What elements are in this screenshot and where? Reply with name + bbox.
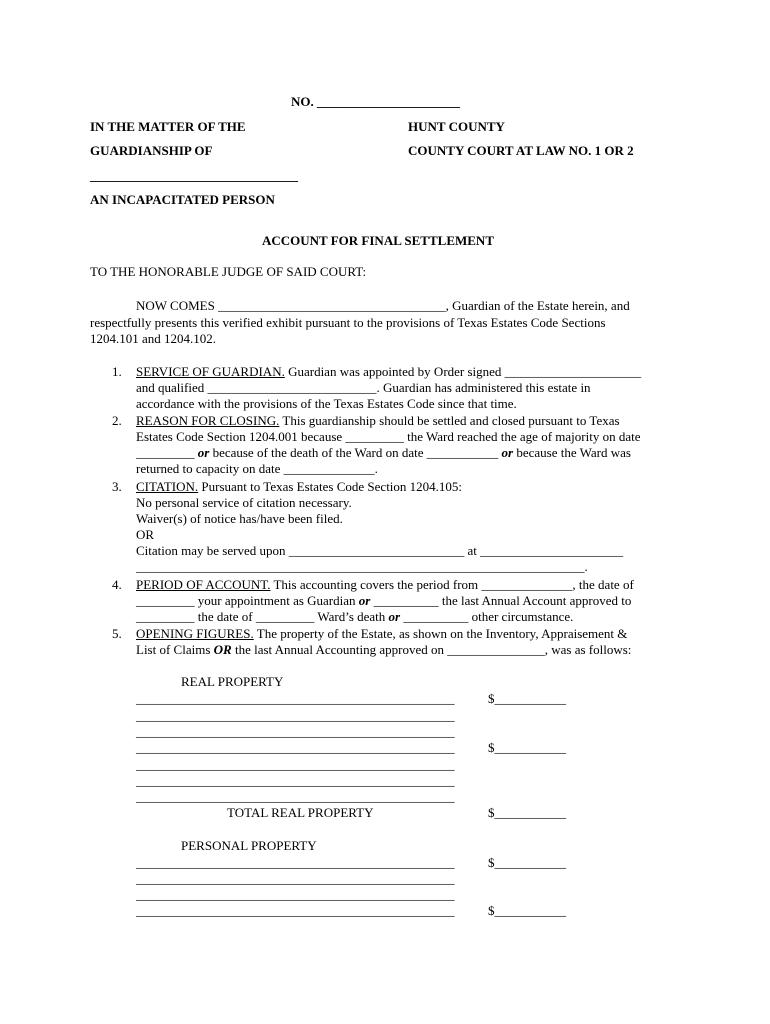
real-property-line: _________________________________________________ xyxy=(136,757,455,772)
personal-property-heading: PERSONAL PROPERTY xyxy=(181,838,317,853)
intro-line-2: respectfully presents this verified exhibit pursuant to the provisions of Texas Estates Code Sections xyxy=(90,315,606,330)
real-property-line: _________________________________________________ xyxy=(136,724,455,739)
intro-line-1: NOW COMES ___________________________________, Guardian of the Estate herein, and xyxy=(136,298,630,313)
section-text: This accounting covers the period from ______________, the date of xyxy=(270,577,634,592)
section-text: OR xyxy=(136,527,155,542)
personal-property-line: _________________________________________________ xyxy=(136,887,455,902)
personal-property-line: _________________________________________________ xyxy=(136,903,455,918)
section-text: _____________________________________________________________________. xyxy=(136,559,588,574)
section-heading: SERVICE OF GUARDIAN. xyxy=(136,364,285,379)
section-text: The property of the Estate, as shown on the Inventory, Appraisement & xyxy=(253,626,628,641)
section-text: _________ your appointment as Guardian or __________ the last Annual Account approved to xyxy=(136,593,632,608)
document-title: ACCOUNT FOR FINAL SETTLEMENT xyxy=(262,233,494,248)
intro-line-3: 1204.101 and 1204.102. xyxy=(90,331,217,346)
section-text: No personal service of citation necessary. xyxy=(136,495,352,510)
incapacitated-label: AN INCAPACITATED PERSON xyxy=(90,192,275,207)
personal-property-amount: $___________ xyxy=(488,855,566,870)
or-emphasis: or xyxy=(388,609,401,624)
section-citation xyxy=(112,479,624,575)
section-service-of-guardian xyxy=(112,364,642,412)
case-number: NO. ______________________ xyxy=(291,94,460,109)
section-opening-figures xyxy=(112,626,632,658)
section-number: 2. xyxy=(112,413,122,428)
real-property-line: _________________________________________________ xyxy=(136,740,455,755)
or-emphasis: OR xyxy=(213,642,232,657)
section-text: Citation may be served upon ___________________________ at ______________________ xyxy=(136,543,624,558)
real-property-line: _________________________________________________ xyxy=(136,708,455,723)
section-number: 1. xyxy=(112,364,122,379)
total-real-property-label: TOTAL REAL PROPERTY xyxy=(227,805,374,820)
ward-name-line: ________________________________ xyxy=(90,168,298,183)
real-property-heading: REAL PROPERTY xyxy=(181,674,284,689)
real-property-amount: $___________ xyxy=(488,691,566,706)
section-text: _________ the date of _________ Ward’s death or __________ other circumstance. xyxy=(136,609,574,624)
section-period-of-account xyxy=(112,577,634,625)
section-text: returned to capacity on date ______________. xyxy=(136,461,378,476)
real-property-amount: $___________ xyxy=(488,740,566,755)
section-text: _________ or because of the death of the Ward on date ___________ or because the Ward was xyxy=(136,445,631,460)
section-number: 3. xyxy=(112,479,122,494)
salutation: TO THE HONORABLE JUDGE OF SAID COURT: xyxy=(90,264,367,279)
county-label: HUNT COUNTY xyxy=(408,119,505,134)
section-text: Pursuant to Texas Estates Code Section 1204.105: xyxy=(198,479,463,494)
section-heading: CITATION. xyxy=(136,479,199,494)
or-emphasis: or xyxy=(501,445,514,460)
personal-property-amount: $___________ xyxy=(488,903,566,918)
real-property-line: _________________________________________________ xyxy=(136,691,455,706)
section-heading: REASON FOR CLOSING. xyxy=(136,413,280,428)
matter-label: IN THE MATTER OF THE xyxy=(90,119,246,134)
section-number: 5. xyxy=(112,626,122,641)
section-number: 4. xyxy=(112,577,122,592)
section-text: List of Claims OR the last Annual Accounting approved on _______________, was as follows: xyxy=(136,642,632,657)
section-heading: OPENING FIGURES. xyxy=(136,626,254,641)
section-reason-for-closing xyxy=(112,413,641,477)
or-emphasis: or xyxy=(358,593,371,608)
section-text: Waiver(s) of notice has/have been filed. xyxy=(136,511,343,526)
section-heading: PERIOD OF ACCOUNT. xyxy=(136,577,271,592)
personal-property-line: _________________________________________________ xyxy=(136,871,455,886)
section-text: Guardian was appointed by Order signed _____________________ xyxy=(284,364,642,379)
section-text: This guardianship should be settled and closed pursuant to Texas xyxy=(279,413,620,428)
total-real-property-amount: $___________ xyxy=(488,805,566,820)
real-property-line: _________________________________________________ xyxy=(136,789,455,804)
section-text: Estates Code Section 1204.001 because _________ the Ward reached the age of majority on date xyxy=(136,429,641,444)
court-label: COUNTY COURT AT LAW NO. 1 OR 2 xyxy=(408,143,634,158)
section-text: and qualified __________________________. Guardian has administered this estate in xyxy=(136,380,591,395)
guardianship-label: GUARDIANSHIP OF xyxy=(90,143,213,158)
or-emphasis: or xyxy=(197,445,210,460)
section-text: accordance with the provisions of the Texas Estates Code since that time. xyxy=(136,396,517,411)
real-property-line: _________________________________________________ xyxy=(136,773,455,788)
personal-property-line: _________________________________________________ xyxy=(136,855,455,870)
